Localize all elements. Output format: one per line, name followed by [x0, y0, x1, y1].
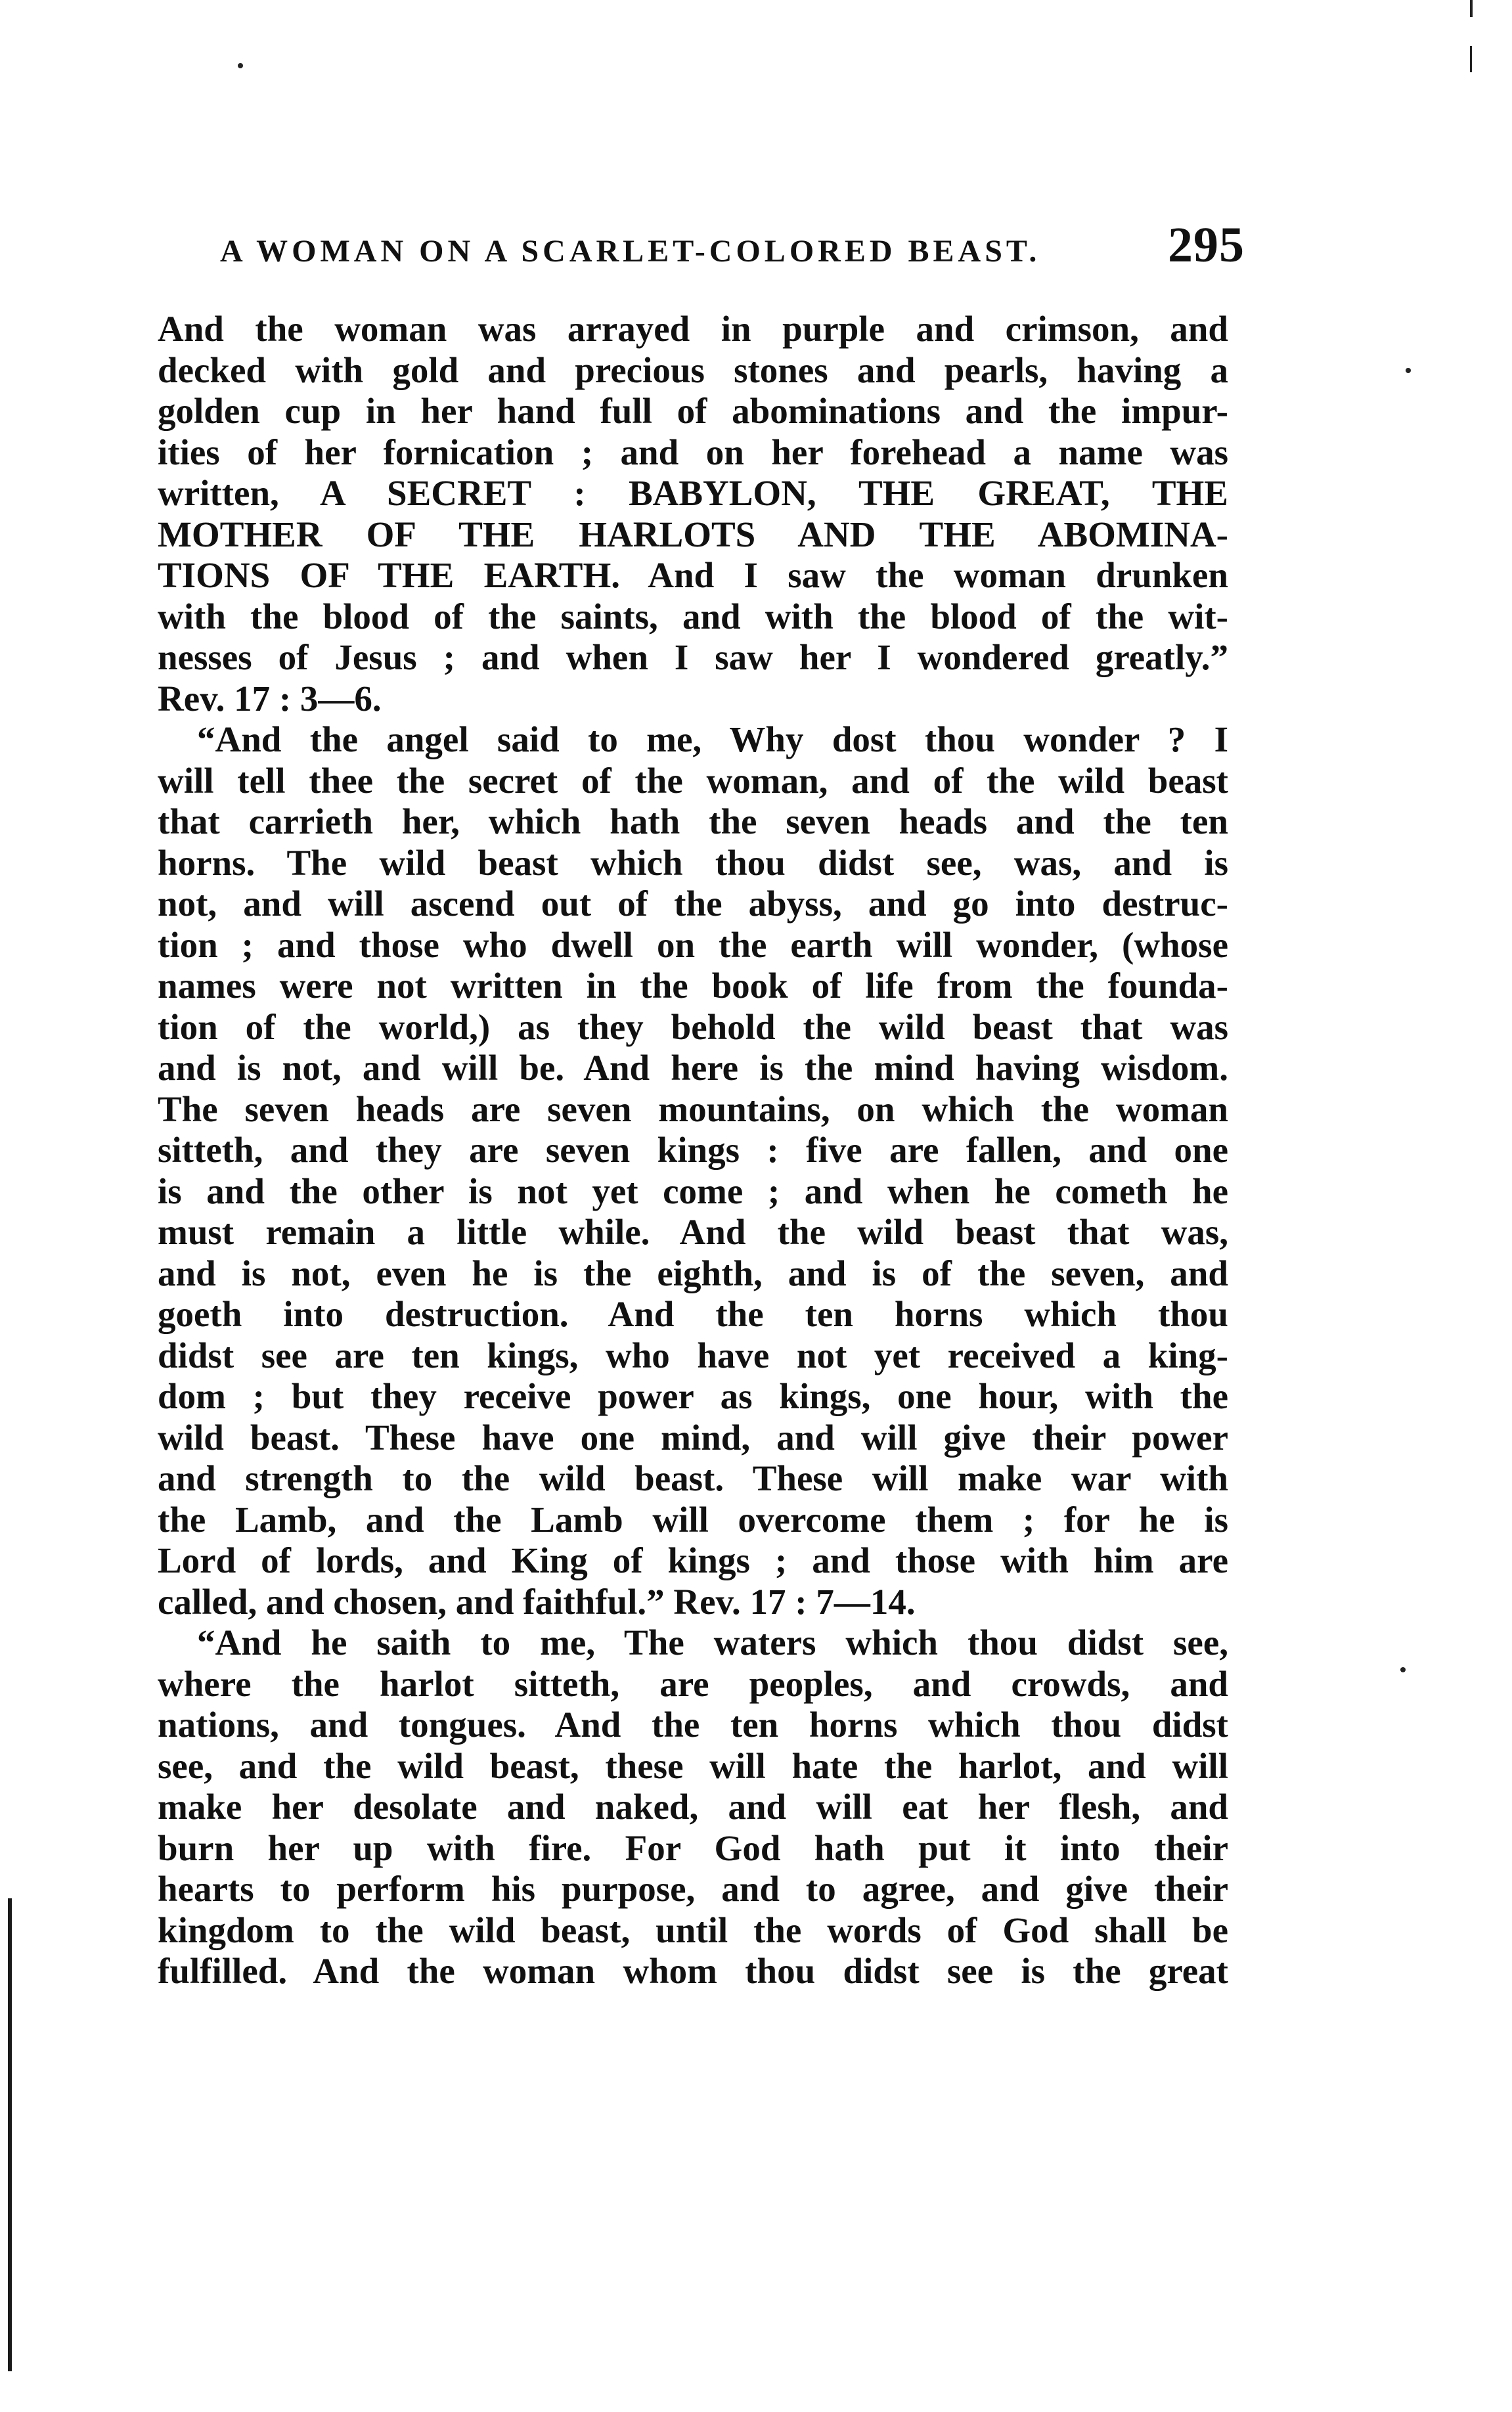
running-title: A WOMAN ON A SCARLET-COLORED BEAST. [220, 234, 1041, 269]
text-line: where the harlot sitteth, are peoples, and crowds, and [158, 1663, 1228, 1704]
text-line: with the blood of the saints, and with the blood of the wit- [158, 596, 1228, 636]
scan-mark-top-right [1470, 0, 1473, 17]
text-line: see, and the wild beast, these will hate the harlot, and will [158, 1745, 1228, 1786]
text-line: wild beast. These have one mind, and will give their power [158, 1417, 1228, 1458]
text-line: and is not, and will be. And here is the mind having wisdom. [158, 1048, 1228, 1088]
running-header [220, 217, 1245, 274]
text-line: golden cup in her hand full of abominations and the impur- [158, 391, 1228, 431]
text-line: names were not written in the book of life from the founda- [158, 966, 1228, 1006]
text-line: and is not, even he is the eighth, and is of the seven, and [158, 1253, 1228, 1293]
scan-left-edge-rule [8, 1898, 12, 2371]
text-line: “And he saith to me, The waters which thou didst see, [197, 1622, 1228, 1663]
text-line: burn her up with fire. For God hath put it into their [158, 1827, 1228, 1868]
text-line: called, and chosen, and faithful.” Rev. 17 : 7—14. [158, 1581, 916, 1622]
text-line: is and the other is not yet come ; and when he cometh he [158, 1171, 1228, 1211]
text-line: hearts to perform his purpose, and to agree, and give their [158, 1869, 1228, 1909]
text-line: Rev. 17 : 3—6. [158, 678, 382, 719]
body-text [158, 309, 1228, 1992]
text-line: not, and will ascend out of the abyss, and go into destruc- [158, 883, 1228, 924]
text-line: written, A SECRET : BABYLON, THE GREAT, THE [158, 473, 1228, 513]
text-line: tion of the world,) as they behold the wild beast that was [158, 1006, 1228, 1047]
text-line: horns. The wild beast which thou didst see, was, and is [158, 842, 1228, 883]
page-number: 295 [1168, 217, 1245, 273]
text-line: goeth into destruction. And the ten horns which thou [158, 1294, 1228, 1334]
text-line: dom ; but they receive power as kings, one hour, with the [158, 1376, 1228, 1416]
scan-dot-right-lower [1400, 1667, 1406, 1672]
text-line: that carrieth her, which hath the seven heads and the ten [158, 801, 1228, 841]
text-line: didst see are ten kings, who have not yet received a king- [158, 1335, 1228, 1375]
scan-dot-top [238, 63, 243, 68]
text-line: The seven heads are seven mountains, on which the woman [158, 1088, 1228, 1129]
text-line: kingdom to the wild beast, until the words of God shall be [158, 1910, 1228, 1950]
text-line: decked with gold and precious stones and pearls, having a [158, 349, 1228, 390]
text-line: nesses of Jesus ; and when I saw her I wondered greatly.” [158, 637, 1228, 677]
text-line: make her desolate and naked, and will eat her flesh, and [158, 1787, 1228, 1827]
scan-mark-right-upper [1470, 46, 1472, 72]
text-line: “And the angel said to me, Why dost thou wonder ? I [197, 719, 1228, 759]
text-line: And the woman was arrayed in purple and crimson, and [158, 309, 1228, 349]
text-line: tion ; and those who dwell on the earth will wonder, (whose [158, 924, 1228, 965]
text-line: will tell thee the secret of the woman, and of the wild beast [158, 760, 1228, 801]
text-line: the Lamb, and the Lamb will overcome them ; for he is [158, 1499, 1228, 1540]
text-line: TIONS OF THE EARTH. And I saw the woman drunken [158, 555, 1228, 595]
text-line: fulfilled. And the woman whom thou didst see is the great [158, 1951, 1228, 1991]
text-line: MOTHER OF THE HARLOTS AND THE ABOMINA- [158, 514, 1228, 554]
text-line: Lord of lords, and King of kings ; and those with him are [158, 1540, 1228, 1580]
text-line: ities of her fornication ; and on her forehead a name was [158, 432, 1228, 472]
text-line: nations, and tongues. And the ten horns which thou didst [158, 1705, 1228, 1745]
text-line: must remain a little while. And the wild beast that was, [158, 1212, 1228, 1252]
text-line: and strength to the wild beast. These will make war with [158, 1458, 1228, 1498]
scan-dot-right-upper [1406, 368, 1411, 373]
text-line: sitteth, and they are seven kings : five are fallen, and one [158, 1130, 1228, 1170]
